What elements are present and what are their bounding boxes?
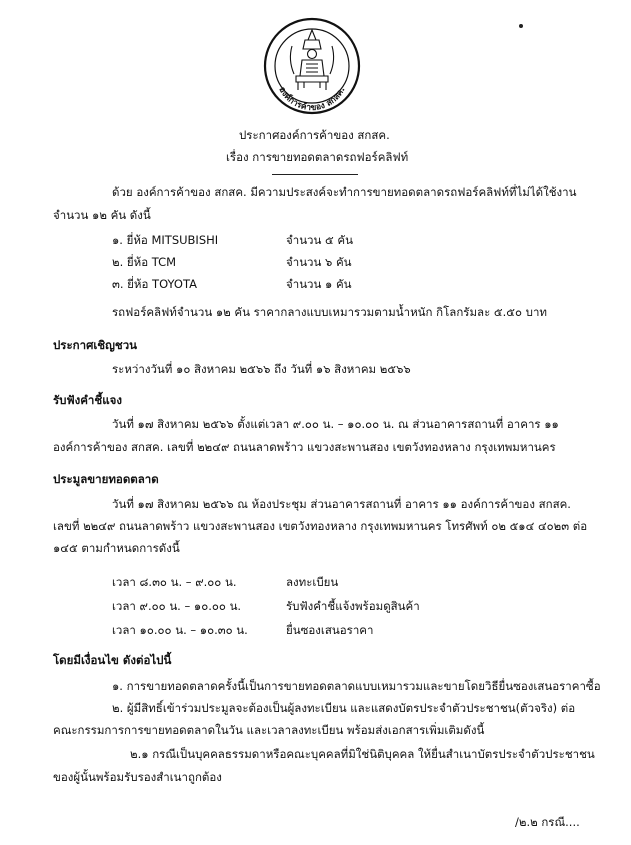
condition-2-line-2: คณะกรรมการการขายทอดตลาดในวัน และเวลาลงทะเบียน พร้อมส่งเอกสารเพิ่มเติมดังนี้ [53,723,485,737]
schedule-activity-1: ลงทะเบียน [286,575,339,589]
svg-text:องค์การค้าของ สกสค. [276,85,347,113]
auction-line-2: เลขที่ ๒๒๔๙ ถนนลาดพร้าว แขวงสะพานสอง เขตวังทองหลาง กรุงเทพมหานคร โทรศัพท์ ๐๒ ๕๑๔ ๔๐๒๓ ต่อ [53,519,588,533]
item-brand-3: ๓. ยี่ห้อ TOYOTA [112,277,197,291]
schedule-time-2: เวลา ๙.๐๐ น. – ๑๐.๐๐ น. [112,599,242,613]
item-qty-2: จำนวน ๖ คัน [286,255,352,269]
item-qty-1: จำนวน ๕ คัน [286,233,353,247]
item-qty-3: จำนวน ๑ คัน [286,277,352,291]
schedule-time-3: เวลา ๑๐.๐๐ น. – ๑๐.๓๐ น. [112,623,248,637]
seal-text: องค์การค้าของ สกสค. [276,85,348,114]
conditions-heading: โดยมีเงื่อนไข ดังต่อไปนี้ [53,653,172,667]
announcement-title: ประกาศองค์การค้าของ สกสค. [239,128,390,142]
speck-mark [519,24,523,28]
title-divider [272,174,358,175]
schedule-time-1: เวลา ๘.๓๐ น. – ๙.๐๐ น. [112,575,237,589]
item-brand-1: ๑. ยี่ห้อ MITSUBISHI [112,233,219,247]
condition-2-1-line-2: ของผู้นั้นพร้อมรับรองสำเนาถูกต้อง [53,770,222,784]
intro-line-2: จำนวน ๑๒ คัน ดังนี้ [53,208,151,222]
auction-heading: ประมูลขายทอดตลาด [53,472,159,486]
invite-period: ระหว่างวันที่ ๑๐ สิงหาคม ๒๕๖๖ ถึง วันที่ ๑๖ สิงหาคม ๒๕๖๖ [112,362,411,376]
auction-line-3: ๑๔๕ ตามกำหนดการดังนี้ [53,541,180,555]
briefing-line-2: องค์การค้าของ สกสค. เลขที่ ๒๒๔๙ ถนนลาดพร้าว แขวงสะพานสอง เขตวังทองหลาง กรุงเทพมหานคร [53,440,556,454]
schedule-activity-3: ยื่นซองเสนอราคา [286,623,374,637]
item-brand-2: ๒. ยี่ห้อ TCM [112,255,177,269]
announcement-subject: เรื่อง การขายทอดตลาดรถฟอร์คลิฟท์ [226,150,409,164]
organization-seal [262,16,362,116]
schedule-activity-2: รับฟังคำชี้แจ้งพร้อมดูสินค้า [286,599,420,613]
briefing-line-1: วันที่ ๑๗ สิงหาคม ๒๕๖๖ ตั้งแต่เวลา ๙.๐๐ น. – ๑๐.๐๐ น. ณ ส่วนอาคารสถานที่ อาคาร ๑๑ [112,417,559,431]
intro-line-1: ด้วย องค์การค้าของ สกสค. มีความประสงค์จะทำการขายทอดตลาดรถฟอร์คลิฟท์ที่ไม่ได้ใช้งาน [112,185,577,199]
auction-line-1: วันที่ ๑๗ สิงหาคม ๒๕๖๖ ณ ห้องประชุม ส่วนอาคารสถานที่ อาคาร ๑๑ องค์การค้าของ สกสค. [112,497,571,511]
page-continuation: /๒.๒ กรณี.... [515,815,580,829]
condition-2-1-line-1: ๒.๑ กรณีเป็นบุคคลธรรมดาหรือคณะบุคคลที่มิใช่นิติบุคคล ให้ยื่นสำเนาบัตรประจำตัวประชาชน [130,747,595,761]
condition-2-line-1: ๒. ผู้มีสิทธิ์เข้าร่วมประมูลจะต้องเป็นผู้ลงทะเบียน และแสดงบัตรประจำตัวประชาชน(ตัวจริง) ต่อ [112,701,576,715]
briefing-heading: รับฟังคำชี้แจง [53,393,122,407]
condition-1: ๑. การขายทอดตลาดครั้งนี้เป็นการขายทอดตลาดแบบเหมารวมและขายโดยวิธียื่นซองเสนอราคาซื้อ [112,679,601,693]
summary-line: รถฟอร์คลิฟท์จำนวน ๑๒ คัน ราคากลางแบบเหมารวมตามน้ำหนัก กิโลกรัมละ ๕.๕๐ บาท [112,305,547,319]
invite-heading: ประกาศเชิญชวน [53,338,138,352]
